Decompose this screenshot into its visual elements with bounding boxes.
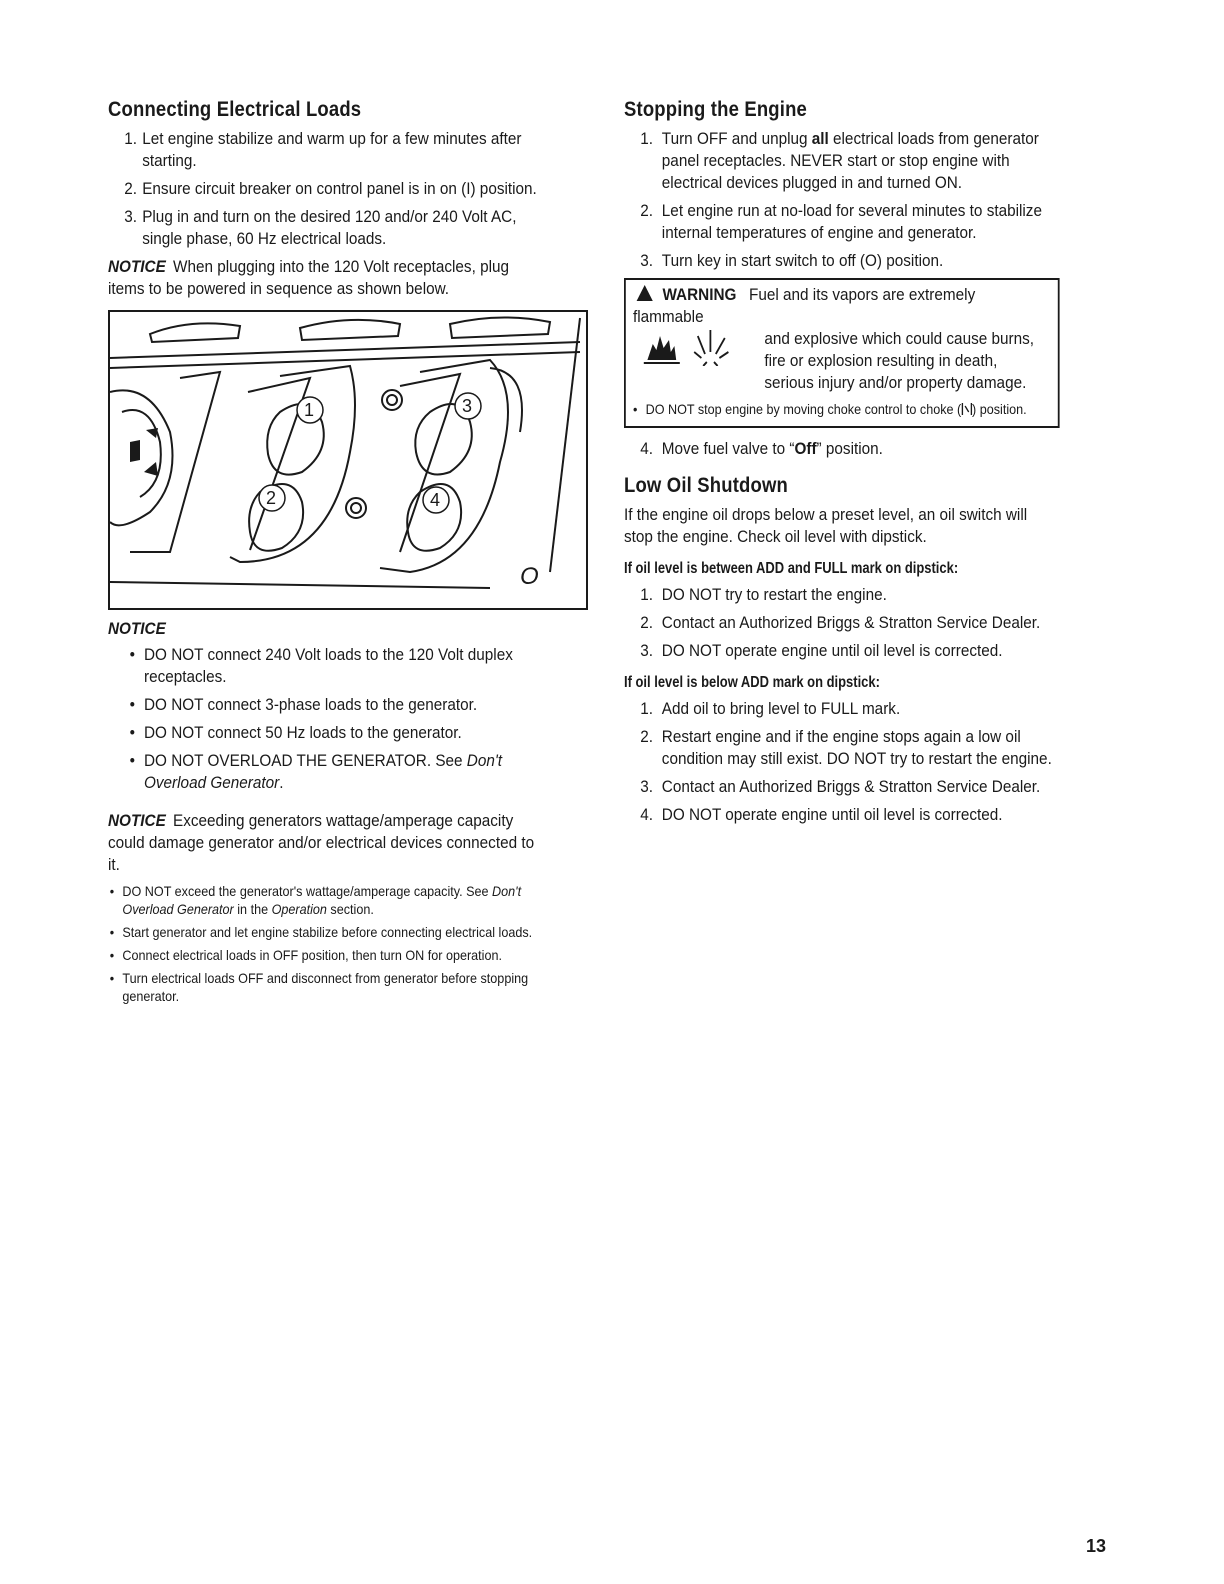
- step-text: Let engine run at no-load for several minutes to stabilize internal temperatures of engine and generator.: [661, 201, 1042, 242]
- right-column: [624, 98, 1108, 832]
- stop-steps-list: [624, 128, 1060, 272]
- step-text: Plug in and turn on the desired 120 and/or 240 Volt AC, single phase, 60 Hz electrical loads.: [142, 207, 517, 248]
- list-item: • DO NOT connect 50 Hz loads to the generator.: [108, 722, 540, 744]
- choke-symbol-icon: [961, 402, 972, 416]
- list-item: • Turn electrical loads OFF and disconnect from generator before stopping generator.: [108, 969, 540, 1005]
- step-number: 4.: [640, 805, 653, 824]
- step-number: 3.: [640, 251, 653, 270]
- step-number: 3.: [124, 207, 137, 226]
- list-item: [624, 584, 1060, 606]
- list-item: [108, 882, 540, 918]
- step-text: Contact an Authorized Briggs & Stratton Service Dealer.: [661, 613, 1041, 632]
- notice-label: NOTICE: [108, 619, 166, 638]
- step-number: 1.: [640, 585, 653, 604]
- list-item: [624, 612, 1060, 634]
- list-item: [624, 804, 1060, 826]
- step-number: 2.: [640, 201, 653, 220]
- receptacle-panel-illustration: [108, 310, 588, 610]
- bullet-end: section.: [326, 901, 374, 917]
- fire-explosion-icons: [642, 318, 743, 366]
- list-item: [108, 750, 540, 794]
- warning-label: WARNING: [662, 285, 737, 304]
- step-number: 4.: [640, 439, 653, 458]
- step-text: Turn key in start switch to off (O) position.: [661, 251, 944, 270]
- step-number: 2.: [640, 727, 653, 746]
- receptacle-label-2: 2: [266, 488, 277, 508]
- bullet-text: DO NOT exceed the generator's wattage/amperage capacity. See: [122, 883, 493, 899]
- list-item: [624, 640, 1060, 662]
- warning-triangle-icon: [637, 285, 653, 301]
- warning-text: and explosive which could cause burns, fire or explosion resulting in death, serious injury and/or property damage.: [764, 329, 1035, 392]
- subheading-below-add: If oil level is below ADD mark on dipstick:: [624, 674, 880, 691]
- bullet-end: .: [279, 773, 284, 792]
- step-number: 1.: [640, 129, 653, 148]
- notice-bullets: [108, 644, 540, 794]
- list-item: • DO NOT connect 3-phase loads to the generator.: [108, 694, 540, 716]
- capacity-bullets: [108, 882, 540, 1005]
- connect-steps-list: [108, 128, 540, 250]
- receptacle-label-3: 3: [462, 396, 473, 416]
- warning-bullet-text: DO NOT stop engine by moving choke control to choke (: [645, 401, 962, 417]
- list-item: [624, 726, 1060, 770]
- step-text: electrical loads from generator panel receptacles. NEVER start or stop engine with electrical devices plugged in and turned ON.: [661, 129, 1039, 192]
- notice-label: NOTICE: [108, 257, 166, 276]
- step-text: Add oil to bring level to FULL mark.: [661, 699, 901, 718]
- list-item: [108, 178, 540, 200]
- step-text: Contact an Authorized Briggs & Stratton Service Dealer.: [661, 777, 1041, 796]
- cross-reference: Operation: [271, 901, 327, 917]
- list-item: [624, 776, 1060, 798]
- list-item: • Connect electrical loads in OFF position, then turn ON for operation.: [108, 946, 540, 964]
- step-number: 3.: [640, 641, 653, 660]
- step-number: 2.: [124, 179, 137, 198]
- step-text: Let engine stabilize and warm up for a few minutes after starting.: [142, 129, 522, 170]
- stop-steps-list-cont: [624, 438, 1060, 460]
- receptacle-panel-drawing: [110, 312, 586, 608]
- step-text: Turn OFF and unplug: [661, 129, 812, 148]
- step-emphasis: all: [811, 129, 829, 148]
- list-item: • Start generator and let engine stabilize before connecting electrical loads.: [108, 923, 540, 941]
- list-item: [108, 128, 540, 172]
- list-item: [108, 206, 540, 250]
- cross-reference: Don't Overload Generator: [122, 883, 522, 917]
- step-number: 3.: [640, 777, 653, 796]
- bullet-text: in the: [233, 901, 272, 917]
- warning-box: [624, 278, 1060, 428]
- warning-text-line1: Fuel and its vapors are extremely flammable: [633, 285, 976, 326]
- step-text: DO NOT operate engine until oil level is corrected.: [661, 641, 1003, 660]
- warning-bullet-text: ) position.: [972, 401, 1027, 417]
- left-column: [108, 98, 588, 1010]
- step-number: 1.: [124, 129, 137, 148]
- notice-text: When plugging into the 120 Volt receptacles, plug items to be powered in sequence as shown below.: [108, 257, 509, 298]
- step-text: Ensure circuit breaker on control panel is in on (I) position.: [142, 179, 537, 198]
- step-number: 2.: [640, 613, 653, 632]
- notice-sequence: [108, 256, 540, 300]
- low-oil-description: If the engine oil drops below a preset level, an oil switch will stop the engine. Check oil level with dipstick.: [624, 505, 1028, 546]
- bullet-text: DO NOT OVERLOAD THE GENERATOR. See: [144, 751, 467, 770]
- list-item: [624, 200, 1060, 244]
- step-emphasis: Off: [794, 439, 817, 458]
- receptacle-label-1: 1: [304, 400, 315, 420]
- section-heading-connecting-loads: Connecting Electrical Loads: [108, 98, 362, 121]
- subheading-between-add-full: If oil level is between ADD and FULL mark on dipstick:: [624, 560, 959, 577]
- notice-capacity: [108, 810, 540, 876]
- cross-reference: Don't Overload Generator: [144, 751, 503, 792]
- step-text: Move fuel valve to “: [661, 439, 795, 458]
- between-add-full-steps: [624, 584, 1060, 662]
- step-text: DO NOT try to restart the engine.: [661, 585, 887, 604]
- page-number: 13: [1085, 1536, 1106, 1556]
- section-heading-low-oil: Low Oil Shutdown: [624, 474, 788, 497]
- step-text: DO NOT operate engine until oil level is corrected.: [661, 805, 1003, 824]
- list-item: [624, 698, 1060, 720]
- list-item: [624, 438, 1060, 460]
- step-text: ” position.: [816, 439, 883, 458]
- notice-label: NOTICE: [108, 811, 166, 830]
- list-item: [624, 250, 1060, 272]
- list-item: [624, 128, 1060, 194]
- step-text: Restart engine and if the engine stops again a low oil condition may still exist. DO NOT try to restart the engine.: [661, 727, 1052, 768]
- step-number: 1.: [640, 699, 653, 718]
- receptacle-label-4: 4: [430, 490, 441, 510]
- section-heading-stopping-engine: Stopping the Engine: [624, 98, 807, 121]
- notice-text: Exceeding generators wattage/amperage capacity could damage generator and/or electrical devices connected to it.: [108, 811, 535, 874]
- breaker-mark: O: [520, 563, 539, 590]
- warning-bullet: • DO NOT stop engine by moving choke control to choke ( ) position.: [633, 401, 1027, 417]
- below-add-steps: [624, 698, 1060, 826]
- list-item: • DO NOT connect 240 Volt loads to the 120 Volt duplex receptacles.: [108, 644, 540, 688]
